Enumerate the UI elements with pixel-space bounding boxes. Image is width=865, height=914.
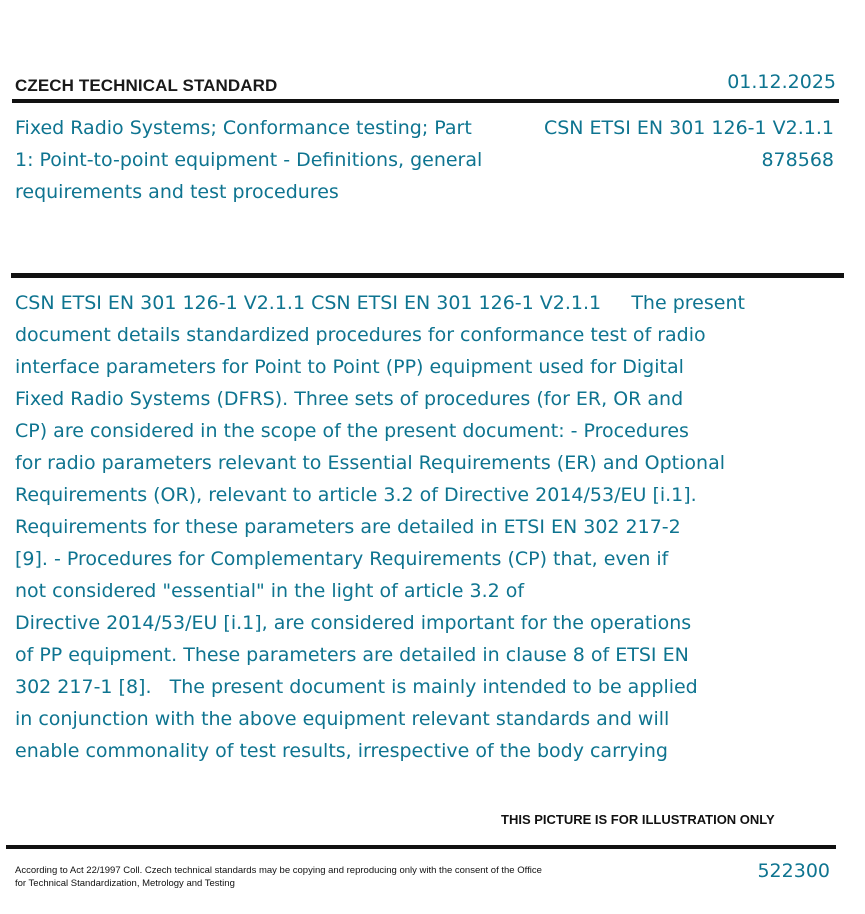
- abstract-line: 302 217-1 [8]. The present document is mainly intended to be applied: [15, 676, 698, 698]
- abstract-line: Fixed Radio Systems (DFRS). Three sets of procedures (for ER, OR and: [15, 388, 684, 410]
- abstract-line: CP) are considered in the scope of the present document: - Procedures: [15, 420, 689, 442]
- standard-code: CSN ETSI EN 301 126-1 V2.1.1: [543, 117, 834, 139]
- title-divider: [11, 273, 844, 278]
- abstract-line: not considered "essential" in the light of article 3.2 of: [15, 580, 525, 602]
- abstract-line: [9]. - Procedures for Complementary Requirements (CP) that, even if: [15, 548, 669, 570]
- abstract-line: Directive 2014/53/EU [i.1], are considered important for the operations: [15, 612, 692, 634]
- document-title-line: requirements and test procedures: [15, 181, 339, 203]
- footer-divider: [6, 845, 836, 849]
- document-title-line: Fixed Radio Systems; Conformance testing; Part: [15, 117, 472, 139]
- abstract-line: Requirements for these parameters are detailed in ETSI EN 302 217-2: [15, 516, 681, 538]
- legal-notice-line: According to Act 22/1997 Coll. Czech technical standards may be copying and reproducing only with the consent of the Office: [15, 865, 542, 876]
- illustration-notice: THIS PICTURE IS FOR ILLUSTRATION ONLY: [501, 812, 775, 827]
- document-identifiers: [544, 112, 834, 176]
- header-divider: [12, 99, 839, 103]
- abstract-line: Requirements (OR), relevant to article 3.2 of Directive 2014/53/EU [i.1].: [15, 484, 697, 506]
- abstract-line: for radio parameters relevant to Essential Requirements (ER) and Optional: [15, 452, 725, 474]
- document-title-line: 1: Point-to-point equipment - Definitions, general: [15, 149, 483, 171]
- legal-notice-line: for Technical Standardization, Metrology and Testing: [15, 878, 235, 889]
- abstract-line: in conjunction with the above equipment relevant standards and will: [15, 708, 670, 730]
- document-title: [15, 112, 495, 208]
- abstract-line: enable commonality of test results, irrespective of the body carrying: [15, 740, 668, 762]
- abstract-line: of PP equipment. These parameters are detailed in clause 8 of ETSI EN: [15, 644, 689, 666]
- page-number: 522300: [757, 860, 830, 882]
- standard-heading: CZECH TECHNICAL STANDARD: [15, 76, 278, 95]
- abstract-line: CSN ETSI EN 301 126-1 V2.1.1 CSN ETSI EN 301 126-1 V2.1.1 The present: [15, 292, 745, 314]
- abstract-line: document details standardized procedures for conformance test of radio: [15, 324, 706, 346]
- legal-notice: [15, 864, 615, 890]
- abstract-line: interface parameters for Point to Point (PP) equipment used for Digital: [15, 356, 684, 378]
- catalog-number: 878568: [761, 149, 834, 171]
- publication-date: 01.12.2025: [727, 71, 836, 93]
- abstract-text: [15, 287, 855, 767]
